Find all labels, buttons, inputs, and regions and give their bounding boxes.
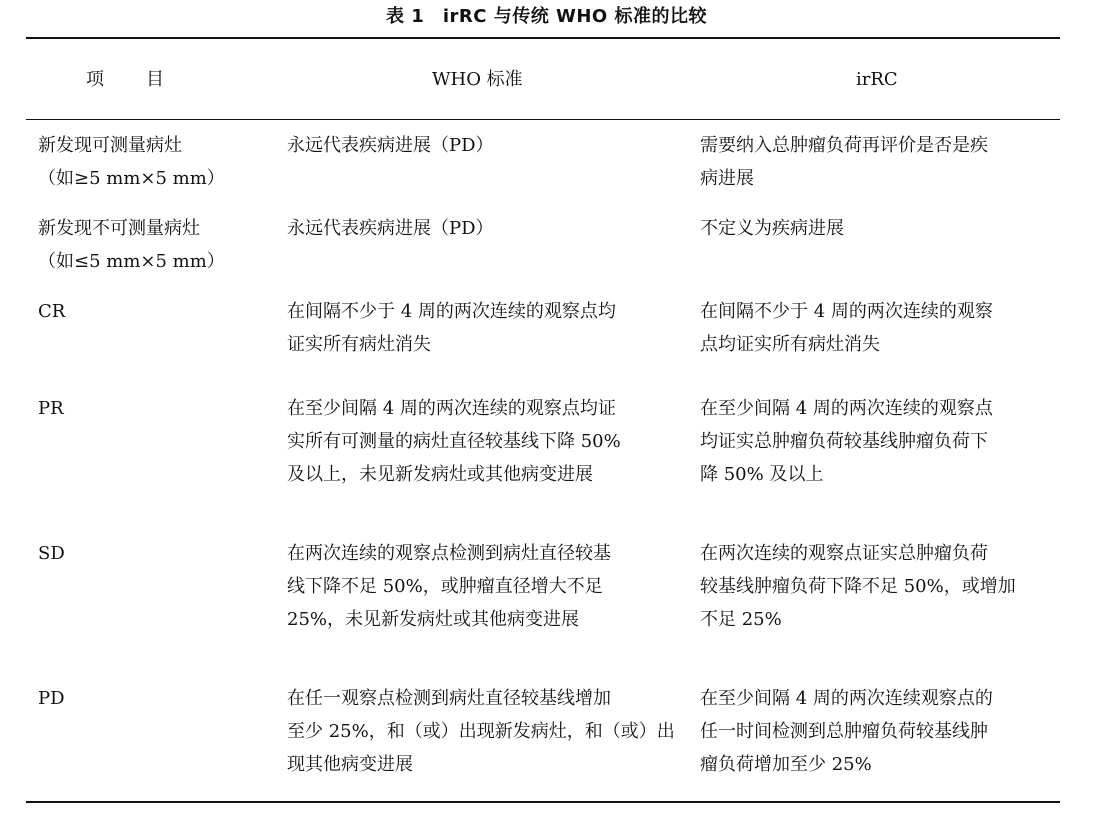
row-who: 永远代表疾病进展（PD）	[287, 135, 494, 156]
row-irrc: 不定义为疾病进展	[700, 218, 844, 239]
row-who: 在两次连续的观察点检测到病灶直径较基 线下降不足 50%，或肿瘤直径增大不足 25%，未见新发病灶或其他病变进展	[287, 543, 611, 630]
row-item: 新发现不可测量病灶 （如≤5 mm×5 mm）	[38, 218, 225, 272]
row-who: 在至少间隔 4 周的两次连续的观察点均证 实所有可测量的病灶直径较基线下降 50% 及以上，未见新发病灶或其他病变进展	[287, 398, 621, 485]
header-who-criteria: WHO 标准	[432, 69, 523, 90]
row-irrc: 在至少间隔 4 周的两次连续的观察点 均证实总肿瘤负荷较基线肿瘤负荷下 降 50% 及以上	[700, 398, 993, 485]
row-item: PD	[38, 688, 65, 709]
row-item: PR	[38, 398, 64, 419]
header-rule	[26, 119, 1060, 120]
bottom-rule	[26, 801, 1060, 803]
row-item: CR	[38, 301, 66, 322]
row-irrc: 在至少间隔 4 周的两次连续观察点的 任一时间检测到总肿瘤负荷较基线肿 瘤负荷增加至少 25%	[700, 688, 993, 775]
header-item: 项 目	[86, 69, 166, 90]
row-item: 新发现可测量病灶 （如≥5 mm×5 mm）	[38, 135, 225, 189]
header-irrc: irRC	[856, 69, 898, 90]
row-who: 永远代表疾病进展（PD）	[287, 218, 494, 239]
row-item: SD	[38, 543, 65, 564]
row-who: 在任一观察点检测到病灶直径较基线增加 至少 25%，和（或）出现新发病灶，和（或）出 现其他病变进展	[287, 688, 675, 775]
table-caption: 表 1 irRC 与传统 WHO 标准的比较	[386, 6, 707, 27]
row-irrc: 在间隔不少于 4 周的两次连续的观察 点均证实所有病灶消失	[700, 301, 993, 355]
row-irrc: 在两次连续的观察点证实总肿瘤负荷 较基线肿瘤负荷下降不足 50%，或增加 不足 25%	[700, 543, 1016, 630]
top-rule	[26, 37, 1060, 39]
row-irrc: 需要纳入总肿瘤负荷再评价是否是疾 病进展	[700, 135, 988, 189]
row-who: 在间隔不少于 4 周的两次连续的观察点均 证实所有病灶消失	[287, 301, 616, 355]
